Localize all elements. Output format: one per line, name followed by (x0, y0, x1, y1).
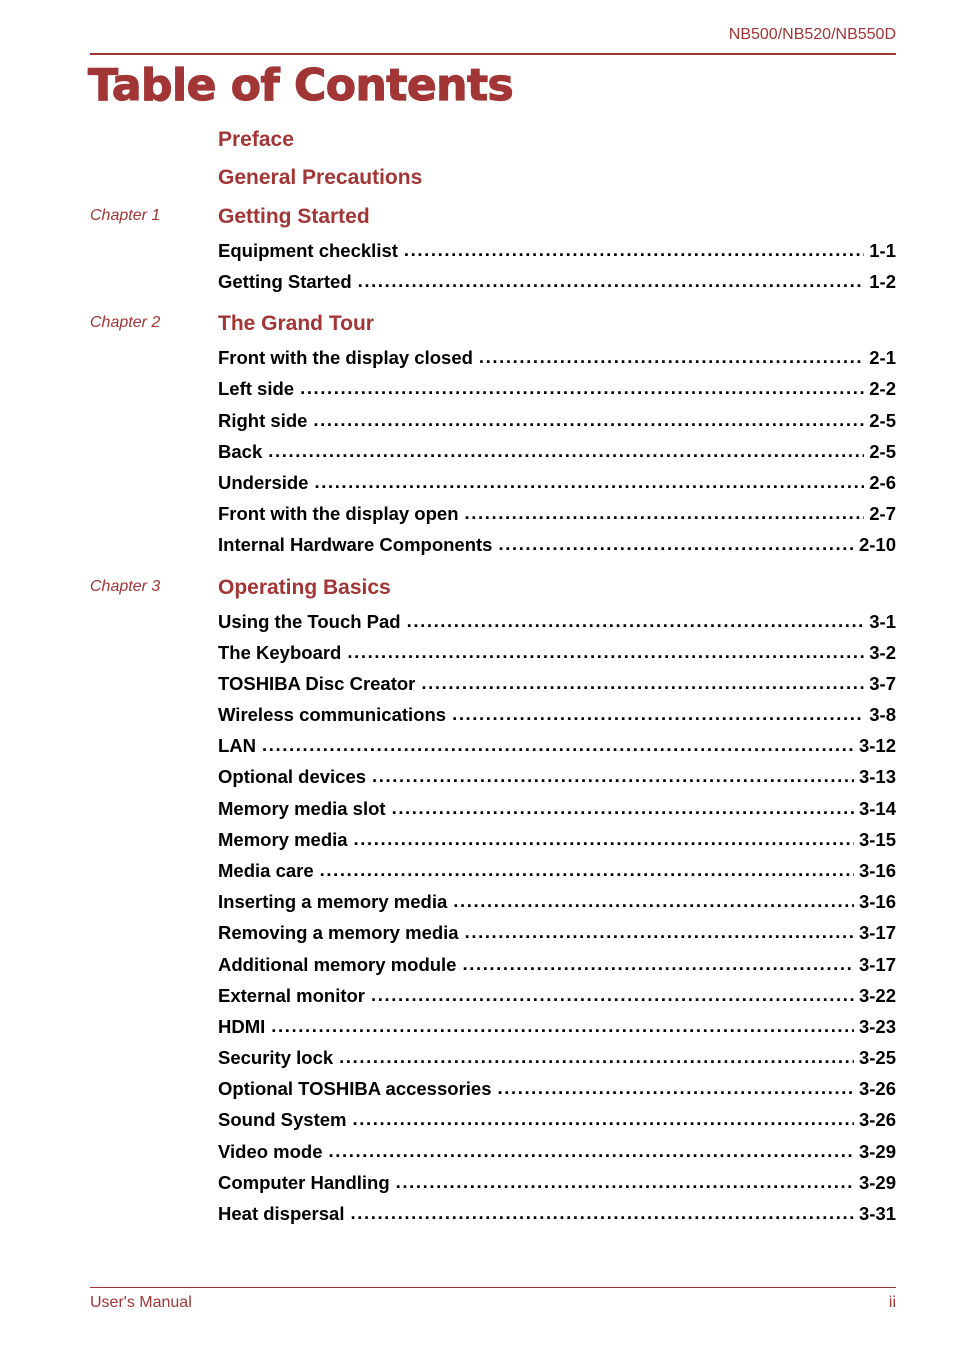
dot-leader (498, 533, 854, 551)
toc-entry[interactable] (218, 346, 896, 370)
dot-leader (452, 703, 864, 721)
toc-section-general-precautions[interactable]: General Precautions (218, 166, 423, 189)
toc-entry[interactable] (218, 409, 896, 433)
toc-entry[interactable] (218, 533, 896, 557)
toc-entry-page: 3-22 (858, 985, 896, 1006)
toc-entry-page: 1-2 (869, 271, 896, 292)
toc-entry[interactable] (218, 270, 896, 294)
toc-entry-page: 3-17 (858, 922, 896, 943)
toc-entry-title: Internal Hardware Components (218, 534, 493, 555)
dot-leader (271, 1015, 854, 1033)
dot-leader (313, 409, 864, 427)
dot-leader (314, 471, 864, 489)
toc-entry-title: TOSHIBA Disc Creator (218, 673, 416, 694)
toc-entry[interactable] (218, 890, 896, 914)
toc-entry-title: Getting Started (218, 271, 352, 292)
toc-entry-title: Optional TOSHIBA accessories (218, 1078, 492, 1099)
toc-entry[interactable] (218, 239, 896, 263)
toc-entry-page: 2-7 (869, 503, 896, 524)
toc-entry[interactable] (218, 734, 896, 758)
toc-entry-title: Front with the display open (218, 503, 459, 524)
footer-page-number: ii (888, 1294, 896, 1311)
toc-entry-page: 3-16 (858, 860, 896, 881)
dot-leader (462, 953, 854, 971)
toc-entry-page: 3-13 (858, 766, 896, 787)
toc-entry[interactable] (218, 765, 896, 789)
toc-entry-title: Heat dispersal (218, 1203, 345, 1224)
toc-entry-title: Video mode (218, 1141, 323, 1162)
toc-entry-title: Front with the display closed (218, 347, 473, 368)
toc-entry[interactable] (218, 984, 896, 1008)
dot-leader (358, 270, 865, 288)
toc-entry-title: Computer Handling (218, 1172, 390, 1193)
toc-entry-title: LAN (218, 735, 257, 756)
toc-entry[interactable] (218, 1077, 896, 1101)
dot-leader (353, 1108, 854, 1126)
toc-entry-title: The Keyboard (218, 642, 342, 663)
toc-entry-page: 3-25 (858, 1047, 896, 1068)
toc-entry[interactable] (218, 1015, 896, 1039)
toc-entry-page: 2-5 (869, 410, 896, 431)
chapter-label-1: Chapter 1 (90, 207, 161, 224)
toc-entry[interactable] (218, 377, 896, 401)
toc-entry-title: Right side (218, 410, 308, 431)
toc-entry-title: Wireless communications (218, 704, 447, 725)
chapter-title-2[interactable]: The Grand Tour (218, 312, 374, 335)
dot-leader (396, 1171, 854, 1189)
toc-entry-page: 2-10 (858, 534, 896, 555)
toc-entry[interactable] (218, 797, 896, 821)
dot-leader (372, 765, 854, 783)
chapter-title-1[interactable]: Getting Started (218, 205, 370, 228)
toc-entry-title: Removing a memory media (218, 922, 459, 943)
toc-entry[interactable] (218, 859, 896, 883)
toc-entry-page: 3-8 (869, 704, 896, 725)
toc-entry-page: 3-23 (858, 1016, 896, 1037)
dot-leader (421, 672, 864, 690)
chapter-label-2: Chapter 2 (90, 314, 161, 331)
toc-entry-title: Security lock (218, 1047, 334, 1068)
toc-entry-title: HDMI (218, 1016, 266, 1037)
toc-entry-title: Memory media (218, 829, 348, 850)
dot-leader (329, 1140, 854, 1158)
toc-entry[interactable] (218, 502, 896, 526)
toc-entry[interactable] (218, 1046, 896, 1070)
dot-leader (320, 859, 854, 877)
toc-entry-page: 3-26 (858, 1078, 896, 1099)
toc-entry-title: Optional devices (218, 766, 367, 787)
toc-entry-page: 3-29 (858, 1172, 896, 1193)
dot-leader (465, 502, 865, 520)
toc-entry-page: 3-17 (858, 954, 896, 975)
toc-entry[interactable] (218, 1108, 896, 1132)
dot-leader (479, 346, 864, 364)
toc-entry-page: 3-26 (858, 1109, 896, 1130)
toc-entry[interactable] (218, 828, 896, 852)
header-rule (90, 53, 896, 55)
dot-leader (347, 641, 864, 659)
toc-entry-page: 2-2 (869, 378, 896, 399)
toc-entry-page: 3-15 (858, 829, 896, 850)
toc-entry-page: 1-1 (869, 240, 896, 261)
dot-leader (465, 921, 854, 939)
dot-leader (404, 239, 864, 257)
toc-entry[interactable] (218, 1202, 896, 1226)
dot-leader (262, 734, 854, 752)
toc-entry-page: 3-1 (869, 611, 896, 632)
dot-leader (268, 440, 864, 458)
dot-leader (497, 1077, 853, 1095)
toc-entry[interactable] (218, 1171, 896, 1195)
chapter-label-3: Chapter 3 (90, 578, 161, 595)
footer-manual-title: User's Manual (90, 1294, 192, 1311)
toc-entry-title: Memory media slot (218, 798, 386, 819)
toc-entry-title: Media care (218, 860, 314, 881)
toc-entry-page: 2-5 (869, 441, 896, 462)
dot-leader (350, 1202, 853, 1220)
toc-entry[interactable] (218, 440, 896, 464)
chapter-title-3[interactable]: Operating Basics (218, 576, 391, 599)
toc-entry-title: Equipment checklist (218, 240, 398, 261)
toc-entry-page: 3-2 (869, 642, 896, 663)
dot-leader (354, 828, 854, 846)
toc-entry-title: Using the Touch Pad (218, 611, 401, 632)
toc-entry-page: 2-1 (869, 347, 896, 368)
toc-entry-page: 3-12 (858, 735, 896, 756)
toc-entry-title: Underside (218, 472, 309, 493)
dot-leader (300, 377, 864, 395)
toc-entry-title: Inserting a memory media (218, 891, 448, 912)
toc-entry[interactable] (218, 672, 896, 696)
toc-entry[interactable] (218, 921, 896, 945)
toc-entry-page: 3-14 (858, 798, 896, 819)
dot-leader (407, 610, 865, 628)
toc-entry-title: Sound System (218, 1109, 347, 1130)
header-model-number: NB500/NB520/NB550D (728, 26, 896, 43)
toc-entry[interactable] (218, 641, 896, 665)
page-title: Table of Contents (88, 60, 514, 111)
toc-entry-title: Additional memory module (218, 954, 457, 975)
toc-entry-page: 2-6 (869, 472, 896, 493)
toc-entry[interactable] (218, 953, 896, 977)
toc-entry[interactable] (218, 471, 896, 495)
toc-entry-page: 3-7 (869, 673, 896, 694)
toc-section-preface[interactable]: Preface (218, 128, 294, 151)
dot-leader (371, 984, 854, 1002)
toc-entry[interactable] (218, 703, 896, 727)
toc-entry[interactable] (218, 1140, 896, 1164)
toc-entry[interactable] (218, 610, 896, 634)
toc-entry-page: 3-16 (858, 891, 896, 912)
dot-leader (339, 1046, 854, 1064)
toc-entry-page: 3-29 (858, 1141, 896, 1162)
dot-leader (392, 797, 854, 815)
toc-entry-page: 3-31 (858, 1203, 896, 1224)
footer-rule (90, 1287, 896, 1288)
toc-entry-title: Left side (218, 378, 295, 399)
toc-entry-title: External monitor (218, 985, 365, 1006)
toc-entry-title: Back (218, 441, 263, 462)
dot-leader (453, 890, 854, 908)
